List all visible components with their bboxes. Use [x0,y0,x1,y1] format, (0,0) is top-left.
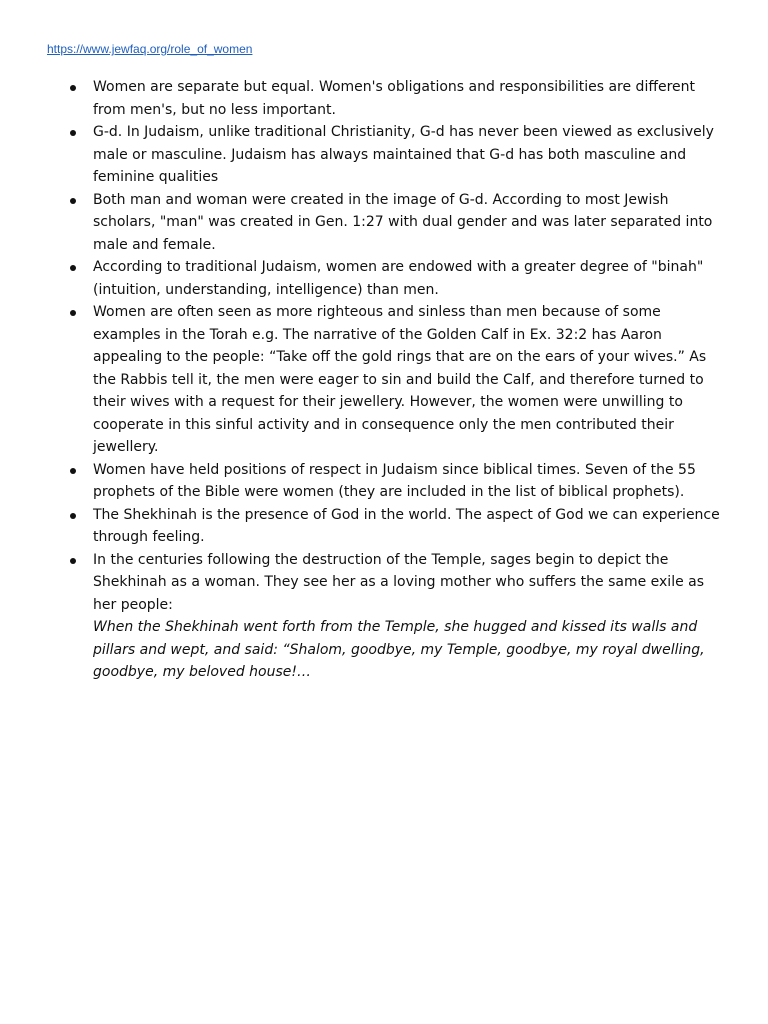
bullet-text: In the centuries following the destruction of the Temple, sages begin to depict the Shekhinah as a woman. They see her as a loving mother who suffers the same exile as her people: [93,551,705,613]
bullet-item-shekhinah-woman [93,549,723,684]
bullet-item-gd-gender [93,121,723,189]
bullet-item-shekhinah-presence [93,504,723,549]
bullet-list [93,76,723,684]
bullet-dot-icon [70,468,76,474]
bullet-dot-icon [70,265,76,271]
bullet-text: The Shekhinah is the presence of God in the world. The aspect of God we can experience through feeling. [93,506,720,545]
bullet-text: Both man and woman were created in the image of G-d. According to most Jewish scholars, "man" was created in Gen. 1:27 with dual gender and was later separated into male and female. [93,191,713,253]
shekhinah-quote: When the Shekhinah went forth from the Temple, she hugged and kissed its walls and pillars and wept, and said: “Shalom, goodbye, my Temple, goodbye, my royal dwelling, goodbye, my beloved house!… [93,619,705,680]
bullet-text: Women are often seen as more righteous and sinless than men because of some examples in the Torah e.g. The narrative of the Golden Calf in Ex. 32:2 has Aaron appealing to the people: “Take off the gold rings that are on the ears of your wives.” As the Rabbis tell it, the men were eager to sin and build the Calf, and therefore turned to their wives with a request for their jewellery. However, the women were unwilling to cooperate in this sinful activity and in consequence only the men contributed their jewellery. [93,304,707,455]
bullet-item-image-of-gd [93,189,723,257]
bullet-item-golden-calf [93,301,723,459]
bullet-item-women-separate-equal [93,76,723,121]
bullet-dot-icon [70,513,76,519]
bullet-text: G-d. In Judaism, unlike traditional Christianity, G-d has never been viewed as exclusively male or masculine. Judaism has always maintained that G-d has both masculine and feminine qualities [93,124,714,185]
bullet-dot-icon [70,198,76,204]
bullet-dot-icon [70,130,76,136]
bullet-text: Women are separate but equal. Women's obligations and responsibilities are different from men's, but no less important. [93,79,696,118]
bullet-dot-icon [70,85,76,91]
bullet-dot-icon [70,558,76,564]
bullet-text: According to traditional Judaism, women are endowed with a greater degree of "binah" (intuition, understanding, intelligence) than men. [93,259,704,298]
bullet-dot-icon [70,310,76,316]
source-link[interactable]: https://www.jewfaq.org/role_of_women [47,42,253,56]
bullet-item-binah [93,256,723,301]
bullet-item-prophets [93,459,723,504]
bullet-text: Women have held positions of respect in Judaism since biblical times. Seven of the 55 prophets of the Bible were women (they are included in the list of biblical prophets). [93,461,696,500]
